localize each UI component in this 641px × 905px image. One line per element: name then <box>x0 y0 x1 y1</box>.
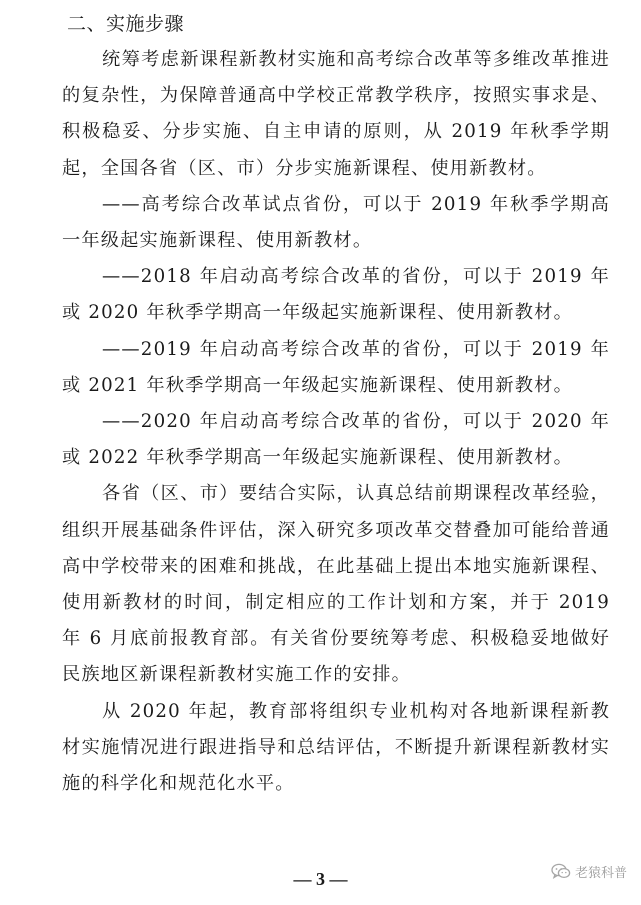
paragraph-provincial-requirements: 各省（区、市）要结合实际，认真总结前期课程改革经验，组织开展基础条件评估，深入研究多项改革交替叠加可能给普通高中学校带来的困难和挑战，在此基础上提出本地实施新课程、使用新教材的时间，制定相应的工作计划和方案，并于 2019 年 6 月底前报教育部。有关省份要统筹考虑、积极稳妥地做好民族地区新课程新教材实施工作的安排。 <box>62 483 610 686</box>
body-text <box>62 42 610 802</box>
paragraph-evaluation: 从 2020 年起，教育部将组织专业机构对各地新课程新教材实施情况进行跟进指导和总结评估，不断提升新课程新教材实施的科学化和规范化水平。 <box>62 700 610 795</box>
watermark-text: 老猿科普 <box>574 866 627 881</box>
paragraph-2020-provinces: ——2020 年启动高考综合改革的省份，可以于 2020 年或 2022 年秋季学期高一年级起实施新课程、使用新教材。 <box>62 411 610 469</box>
section-heading: 二、实施步骤 <box>67 13 185 35</box>
paragraph-2019-provinces: ——2019 年启动高考综合改革的省份，可以于 2019 年或 2021 年秋季学期高一年级起实施新课程、使用新教材。 <box>62 338 610 396</box>
page-number: — 3 — <box>293 869 348 889</box>
paragraph-intro: 统筹考虑新课程新教材实施和高考综合改革等多维改革推进的复杂性，为保障普通高中学校正常教学秩序，按照实事求是、积极稳妥、分步实施、自主申请的原则，从 2019 年秋季学期起，全国各省（区、市）分步实施新课程、使用新教材。 <box>62 49 610 179</box>
paragraph-2018-provinces: ——2018 年启动高考综合改革的省份，可以于 2019 年或 2020 年秋季学期高一年级起实施新课程、使用新教材。 <box>62 266 610 324</box>
paragraph-pilot-provinces: ——高考综合改革试点省份，可以于 2019 年秋季学期高一年级起实施新课程、使用新教材。 <box>62 193 610 252</box>
